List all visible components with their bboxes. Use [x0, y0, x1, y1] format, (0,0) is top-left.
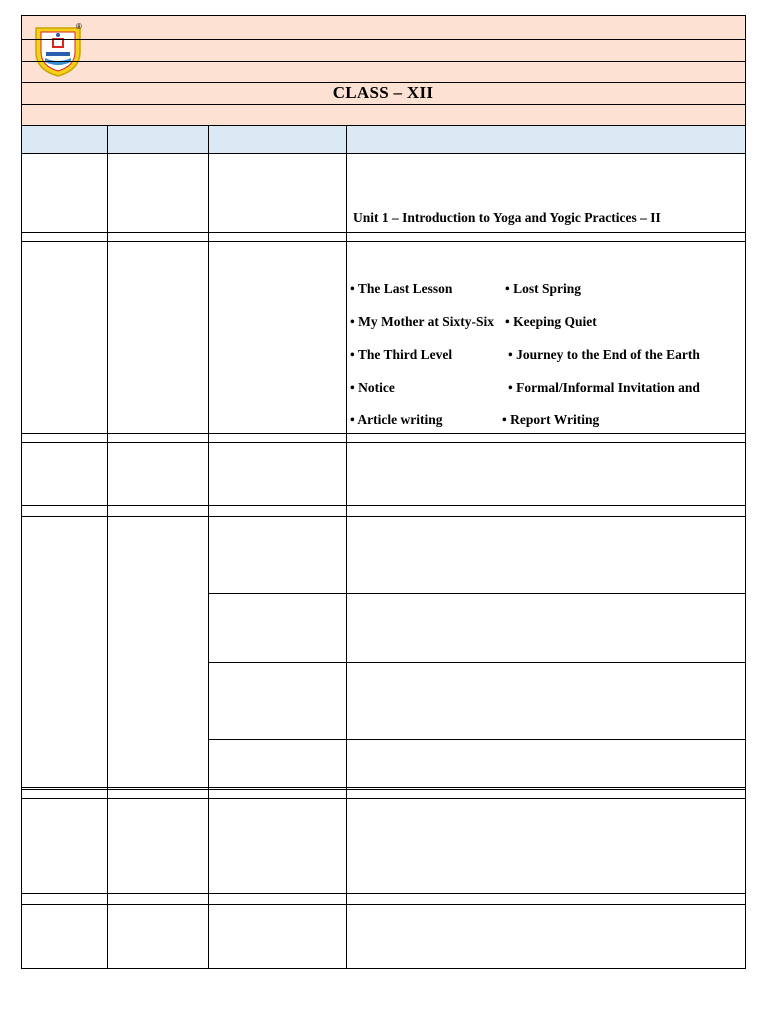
syllabus-item: • Keeping Quiet — [505, 314, 597, 329]
rule — [208, 739, 745, 740]
rule — [21, 153, 745, 154]
rule — [21, 61, 745, 62]
rule — [21, 893, 745, 894]
rule — [208, 662, 745, 663]
rule — [21, 442, 745, 443]
rule — [21, 232, 745, 233]
syllabus-item: • Notice — [350, 380, 395, 395]
syllabus-item: • The Last Lesson — [350, 281, 453, 296]
rule — [21, 904, 745, 905]
rule — [21, 433, 745, 434]
rule — [21, 39, 745, 40]
rule — [21, 241, 745, 242]
rule — [21, 798, 745, 799]
syllabus-item: • Journey to the End of the Earth — [508, 347, 700, 362]
rule — [208, 593, 745, 594]
rule — [21, 104, 745, 105]
rule — [21, 82, 745, 83]
class-title: CLASS – XII — [332, 83, 434, 102]
syllabus-item: • Formal/Informal Invitation and — [508, 380, 700, 395]
yoga-unit-text: Unit 1 – Introduction to Yoga and Yogic Practices – II — [353, 210, 661, 225]
syllabus-item: • My Mother at Sixty-Six — [350, 314, 494, 329]
column-divider — [346, 125, 347, 969]
column-divider — [208, 125, 209, 969]
rule — [21, 787, 745, 788]
syllabus-item: • Lost Spring — [505, 281, 581, 296]
registered-mark: ® — [76, 22, 82, 31]
rule — [21, 789, 745, 790]
column-divider — [107, 125, 108, 969]
syllabus-item: • The Third Level — [350, 347, 453, 362]
rule — [21, 125, 745, 126]
rule — [21, 516, 745, 517]
syllabus-item: • Article writing — [350, 412, 443, 427]
rule — [21, 505, 745, 506]
table-border — [21, 15, 746, 969]
syllabus-item: • Report Writing — [502, 412, 600, 427]
